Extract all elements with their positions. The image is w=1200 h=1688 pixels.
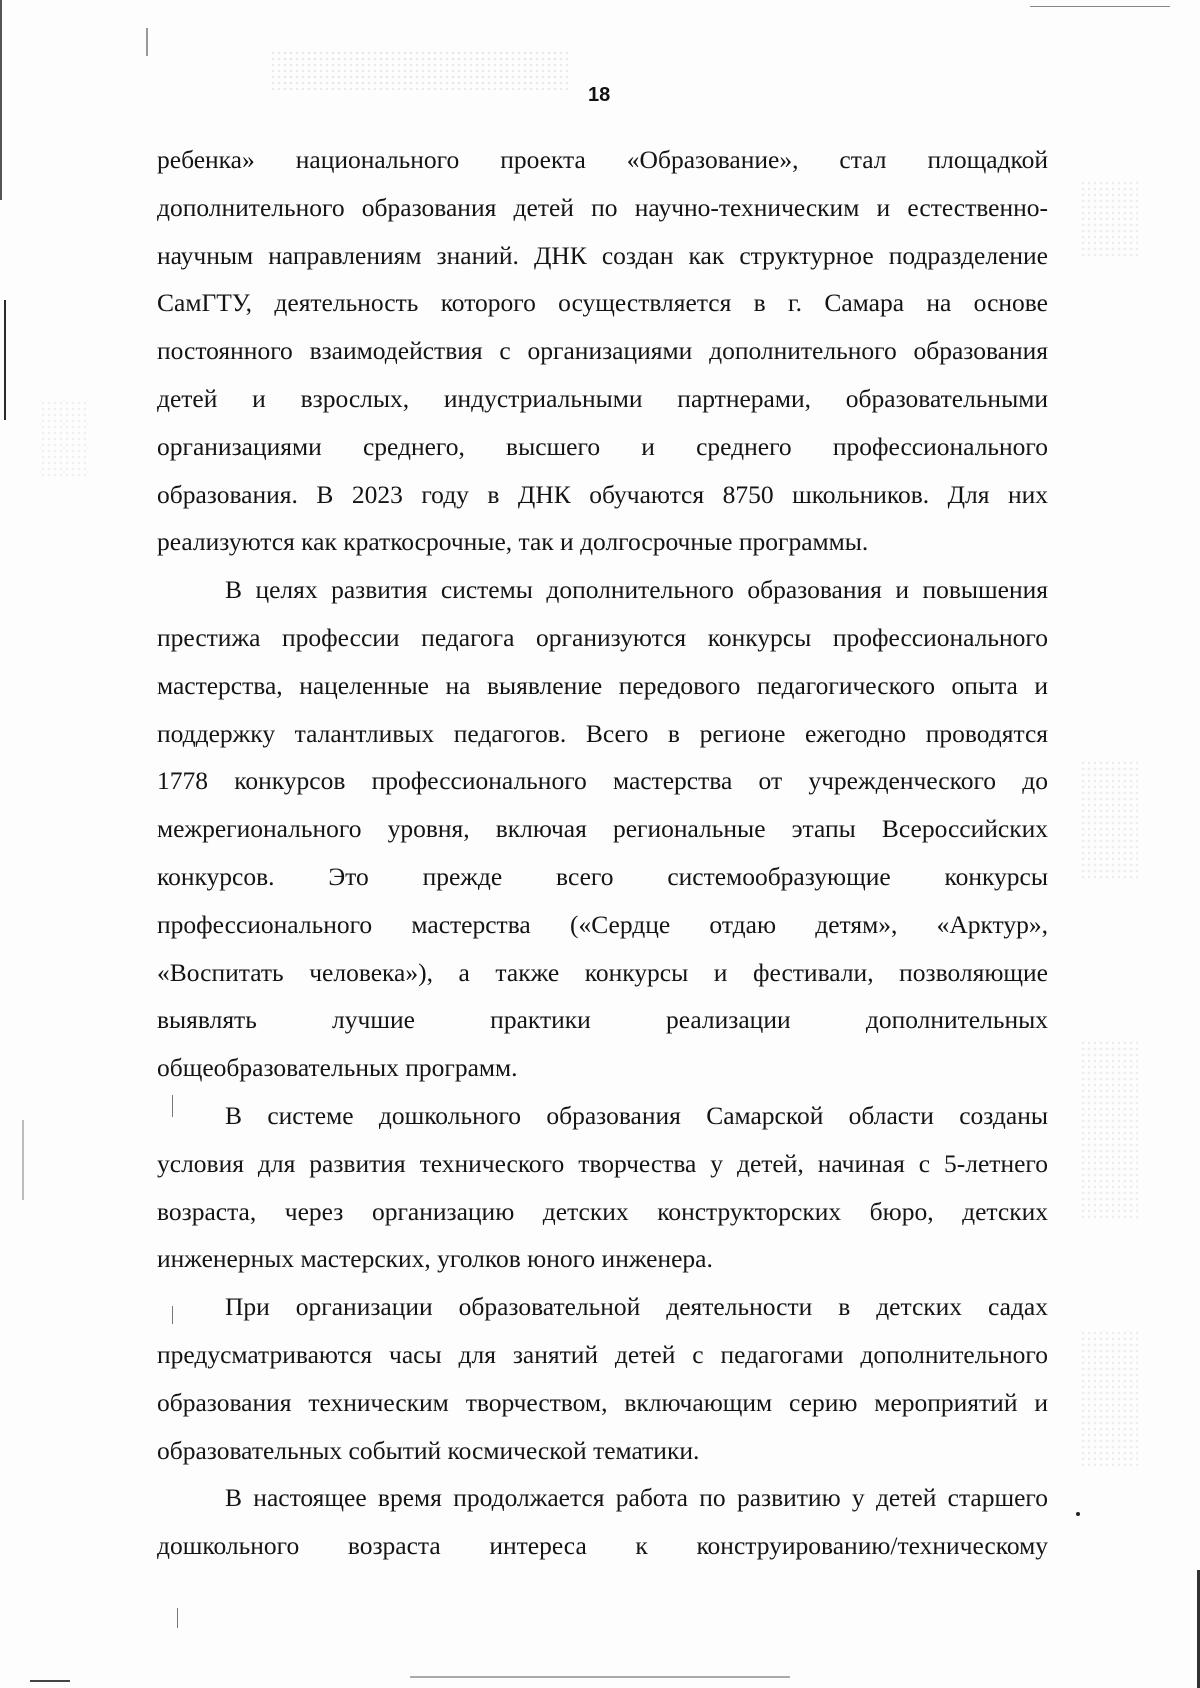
scan-artifact-mark (177, 1608, 178, 1628)
paragraph (157, 1092, 1048, 1283)
text-line: В настоящее время продолжается работа по развитию у детей старшего (225, 1483, 1048, 1513)
paragraph (157, 1474, 1048, 1570)
text-line: организациями среднего, высшего и среднего профессионального (157, 431, 1048, 461)
scan-artifact-line (0, 0, 2, 200)
text-line: предусматриваются часы для занятий детей с педагогами дополнительного (157, 1339, 1048, 1369)
text-line: престижа профессии педагога организуются конкурсы профессионального (157, 622, 1048, 652)
text-line: конкурсов. Это прежде всего системообразующие конкурсы (157, 861, 1048, 891)
text-line: дополнительного образования детей по научно-техническим и естественно- (157, 192, 1048, 222)
text-line: поддержку талантливых педагогов. Всего в регионе ежегодно проводятся (157, 718, 1048, 748)
text-line: «Воспитать человека»), а также конкурсы и фестивали, позволяющие (157, 957, 1048, 987)
scan-artifact-line (22, 1120, 24, 1200)
page-number: 18 (588, 84, 611, 106)
text-line: СамГТУ, деятельность которого осуществляется в г. Самара на основе (157, 288, 1048, 318)
scan-noise (1080, 1040, 1140, 1220)
text-line: В целях развития системы дополнительного образования и повышения (225, 575, 1048, 605)
scan-noise (40, 400, 90, 480)
paragraph (157, 1283, 1048, 1474)
text-line: образовательных событий космической тематики. (157, 1435, 700, 1465)
scan-noise (1080, 760, 1140, 880)
paragraph (157, 566, 1048, 1092)
text-line: мастерства, нацеленные на выявление передового педагогического опыта и (157, 670, 1048, 700)
text-line: профессионального мастерства («Сердце отдаю детям», «Арктур», (157, 909, 1048, 939)
text-line: При организации образовательной деятельности в детских садах (225, 1292, 1048, 1322)
text-line: условия для развития технического творчества у детей, начиная с 5-летнего (157, 1148, 1048, 1178)
scan-noise (1080, 1330, 1140, 1470)
scan-dot (1076, 1512, 1080, 1516)
body-text (157, 136, 1048, 1570)
scan-noise (270, 50, 570, 90)
text-line: научным направлениям знаний. ДНК создан как структурное подразделение (157, 240, 1048, 270)
text-line: возраста, через организацию детских конструкторских бюро, детских (157, 1196, 1048, 1226)
text-line: постоянного взаимодействия с организациями дополнительного образования (157, 336, 1048, 366)
scan-artifact-line (146, 28, 148, 56)
text-line: образования техническим творчеством, включающим серию мероприятий и (157, 1387, 1048, 1417)
text-line: 1778 конкурсов профессионального мастерства от учрежденческого до (157, 766, 1048, 796)
text-line: реализуются как краткосрочные, так и долгосрочные программы. (157, 527, 869, 557)
scan-artifact-line (4, 300, 6, 420)
text-line: детей и взрослых, индустриальными партнерами, образовательными (157, 383, 1048, 413)
text-line: В системе дошкольного образования Самарской области созданы (225, 1100, 1048, 1130)
text-line: образования. В 2023 году в ДНК обучаются 8750 школьников. Для них (157, 479, 1048, 509)
text-line: дошкольного возраста интереса к конструированию/техническому (157, 1531, 1048, 1561)
scan-noise (1080, 180, 1140, 260)
text-line: выявлять лучшие практики реализации дополнительных (157, 1005, 1048, 1035)
text-line: межрегионального уровня, включая региональные этапы Всероссийских (157, 814, 1048, 844)
text-line: общеобразовательных программ. (157, 1053, 518, 1083)
text-line: ребенка» национального проекта «Образование», стал площадкой (157, 145, 1048, 174)
paragraph (157, 136, 1048, 566)
scan-artifact-line (30, 1680, 70, 1682)
text-line: инженерных мастерских, уголков юного инженера. (157, 1244, 713, 1274)
scan-artifact-line (1030, 6, 1170, 7)
scan-artifact-line (410, 1676, 790, 1678)
